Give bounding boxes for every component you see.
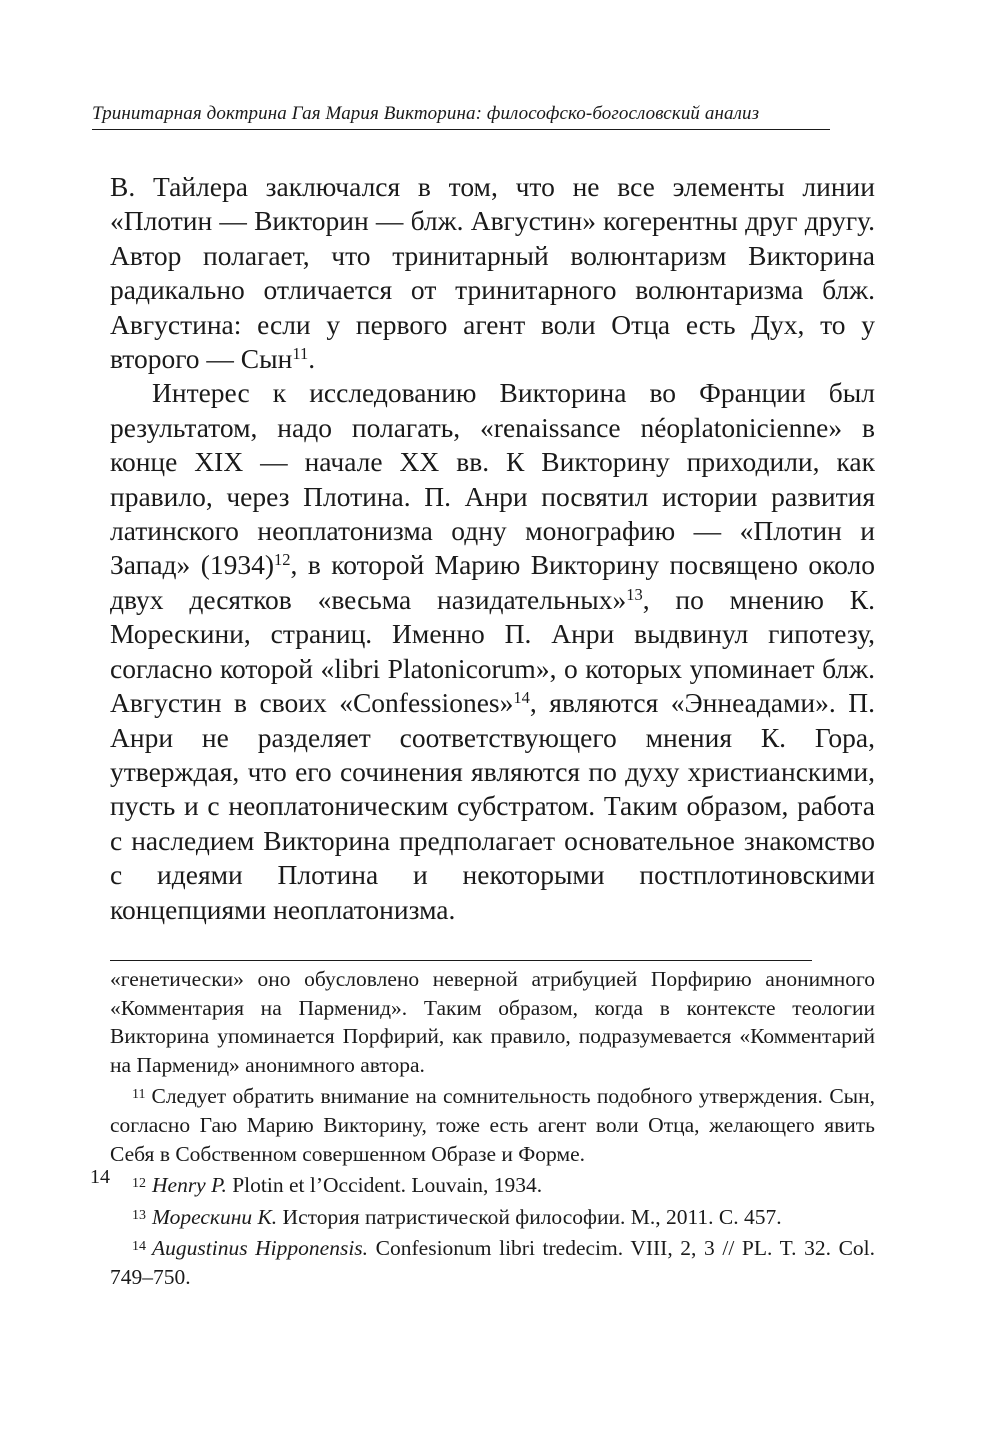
footnote-separator: [110, 960, 812, 961]
footnote-11-number: 11: [132, 1087, 146, 1103]
footnote-14-text: Confesionum libri tredecim. VIII, 2, 3 // PL. T. 32. Col. 749–750.: [110, 1236, 876, 1289]
footnotes: [110, 965, 875, 1292]
footnote-14-number: 14: [132, 1239, 146, 1255]
running-head-rule: [92, 129, 830, 130]
footnote-12-text: Plotin et l’Occident. Louvain, 1934.: [232, 1173, 543, 1198]
footnote-14-author: Augustinus Hipponensis.: [152, 1236, 369, 1261]
page-number: 14: [90, 1166, 110, 1188]
footnote-11-text: Следует обратить внимание на сомнительность подобного утверждения. Сын, согласно Гаю Марию Викторину, тоже есть агент воли Отца, желающего явить Себя в Собственном совершенном Образе и Форме.: [110, 1084, 875, 1166]
paragraph-2-text-2: , в которой Марию Викторину посвящено около двух десятков «весьма назидательных»: [110, 549, 875, 615]
footnote-13-author: Морескини К.: [152, 1204, 278, 1229]
footnote-13-number: 13: [132, 1207, 146, 1223]
running-head: Тринитарная доктрина Гая Мария Викторина: философско-богословский анализ: [92, 103, 760, 124]
paragraph-1: [110, 170, 875, 376]
main-text: [110, 170, 875, 927]
footnote-continued: «генетически» оно обусловлено неверной атрибуцией Порфирию анонимного «Комментария на Парменид». Таким образом, когда в контексте теологии Викторина упоминается Порфирий, как правило, подразумевается «Комментарий на Парменид» анонимного автора.: [110, 967, 875, 1077]
paragraph-2-text-4: , являются «Эннеадами». П. Анри не разделяет соответствующего мнения К. Гора, утверждая, что его сочинения являются по духу христианскими, пусть и с неоплатоническим субстратом. Таким образом, работа с наследием Викторина предполагает основательное знакомство с идеями Плотина и некоторыми постплотиновскими концепциями неоплатонизма.: [110, 687, 875, 925]
paragraph-1-text: В. Тайлера заключался в том, что не все элементы линии «Плотин — Викторин — блж. Августин» когерентны друг другу. Автор полагает, что тринитарный волюнтаризм Викторина радикально отличается от тринитарного волюнтаризма блж. Августина: если у первого агент воли Отца есть Дух, то у второго — Сын: [110, 171, 875, 375]
footnote-12-author: Henry P.: [152, 1173, 227, 1198]
paragraph-1-tail: .: [308, 343, 316, 375]
footnote-ref-14[interactable]: 14: [513, 688, 530, 708]
footnote-ref-12[interactable]: 12: [274, 550, 291, 570]
footnote-12-number: 12: [132, 1176, 146, 1192]
footnote-13-text: История патристической философии. М., 2011. С. 457.: [282, 1204, 782, 1229]
footnote-13: [110, 1203, 875, 1232]
footnote-11: [110, 1082, 875, 1168]
paragraph-2-text-3: , по мнению К. Морескини, страниц. Именно П. Анри выдвинул гипотезу, согласно которой «libri Platonicorum», о которых упоминает блж. Августин в своих «Confessiones»: [110, 583, 875, 719]
paragraph-2-text-1: Интерес к исследованию Викторина во Франции был результатом, надо полагать, «renaissance néoplatonicienne» в конце XIX — начале XX вв. К Викторину приходили, как правило, через Плотина. П. Анри посвятил истории развития латинского неоплатонизма одну монографию — «Плотин и Запад» (1934): [110, 377, 875, 581]
paragraph-2: [110, 376, 875, 927]
footnote-ref-13[interactable]: 13: [626, 584, 643, 604]
footnote-14: [110, 1234, 875, 1291]
footnote-12: [110, 1171, 875, 1200]
footnote-ref-11[interactable]: 11: [292, 343, 309, 363]
